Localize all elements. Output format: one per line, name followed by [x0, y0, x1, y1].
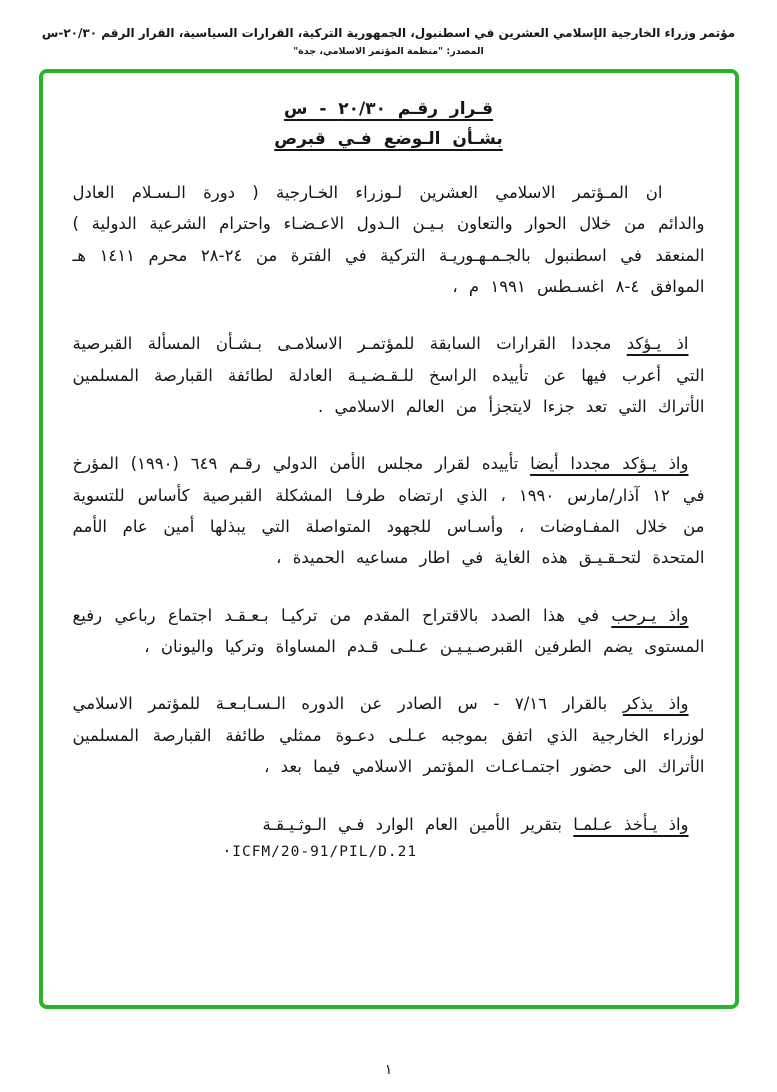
paragraph-lead: واذ يـؤكد مجددا أيضا [530, 454, 689, 474]
paragraph-text: في هذا الصدد بالاقتراح المقدم من تركيـا بـعـقـد اجتماع رباعي رفيع المستوى يضم الطرفين القبرصـيـيـن عـلـى قـدم المساواة وتركيا واليونان ، [72, 605, 705, 657]
paragraph-text: بتقرير الأمين العام الوارد فـي الـوثـيـقـة [262, 814, 574, 834]
reference-code: ·ICFM/20-91/PIL/D.21 [222, 843, 418, 860]
paragraph-reaffirm-previous [73, 328, 705, 422]
paragraph-text: مجددا القرارات السابقة للمؤتمـر الاسلامـى بـشـأن المسألة القبرصية التي أعرب فيها عن تأييده الراسخ للـقـضـيـة العادلة لطائفة القبارصة المسلمين الأتراك التي تعد جزءا لايتجزأ من العالم الاسلامي . [72, 334, 705, 417]
paragraph-lead: واذ يـأخذ عـلمـا [573, 814, 689, 834]
document-header [0, 0, 777, 57]
page-number: ١ [384, 1062, 393, 1078]
paragraph-take-note [73, 809, 705, 840]
paragraph-lead: اذ يـؤكد [626, 334, 689, 354]
paragraph-welcome-proposal [73, 600, 705, 663]
paragraph-reaffirm-unsc [73, 448, 705, 573]
header-source: المصدر: "منظمة المؤتمر الاسلامي، جدة" [293, 46, 484, 57]
resolution-title [73, 99, 705, 119]
paragraph-text: ان المـؤتمر الاسلامي العشرين لـوزراء الخـارجية ( دورة الـسـلام العادل والدائم من خلال الحوار والتعاون بـيـن الـدول الاعـضـاء واحترام الشرعية الدولية ) المنعقد في اسطنبول بالجـمـهـوريـة التركية في الفترة من ٢٤-٢٨ محرم ١٤١١ هـ الموافق ٤-٨ اغسـطس ١٩٩١ م ، [72, 183, 705, 297]
resolution-box [39, 69, 739, 1009]
paragraph-preamble [73, 177, 705, 302]
paragraph-lead: واذ يـرحب [611, 605, 689, 625]
resolution-subtitle [73, 129, 705, 149]
paragraph-lead: واذ يذكر [622, 694, 689, 714]
paragraph-text: بالقرار ٧/١٦ - س الصادر عن الدوره الـسـابـعـة للمؤتمر الاسلامي لوزراء الخارجية الذي اتفق بموجبه عـلـى دعـوة ممثلي طائفة القبارصة المسلمين الأتراك الى حضور اجتمـاعـات المؤتمر الاسلامي فيما بعد ، [72, 694, 705, 777]
resolution-subtitle-text: بشـأن الـوضع فـي قبرص [274, 129, 503, 149]
header-citation: مؤتمر وزراء الخارجية الإسلامي العشرين في اسطنبول، الجمهورية التركية، القرارات السياسية، القرار الرقم ٢٠/٣٠-س [41, 26, 736, 40]
paragraph-text: تأييده لقرار مجلس الأمن الدولي رقـم ٦٤٩ (١٩٩٠) المؤرخ في ١٢ آذار/مارس ١٩٩٠ ، الذي ارتضاه طرفـا المشكلة القبرصية كأساس للتسوية من خلال المفـاوضات ، وأسـاس للجهود المتواصلة التي يبذلها أمين عام الأمم المتحدة لتحـقـيـق هذه الغاية في اطار مساعيه الحميدة ، [72, 454, 705, 568]
paragraph-recall-resolution [73, 688, 705, 782]
resolution-title-text: قـرار رقـم ٢٠/٣٠ - س [283, 99, 494, 119]
